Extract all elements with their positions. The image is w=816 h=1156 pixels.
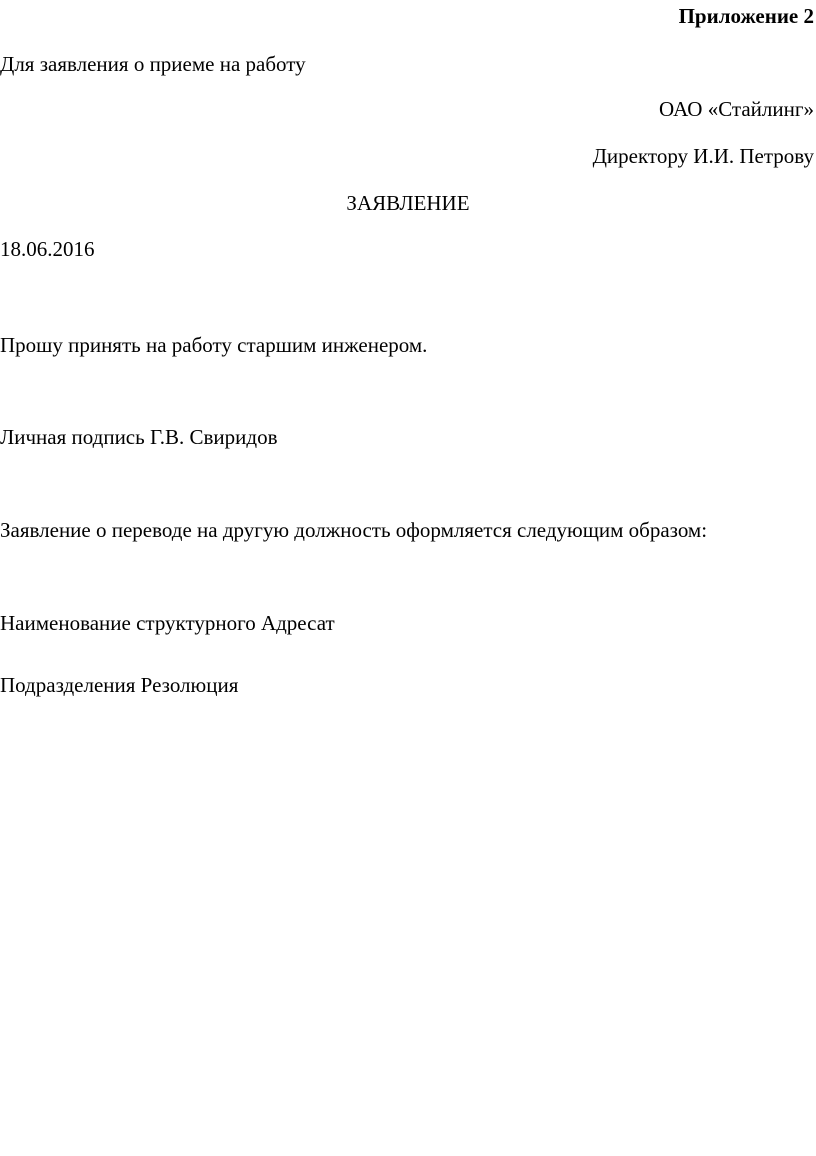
document-subtitle: Для заявления о приеме на работу [0, 52, 306, 76]
appendix-label: Приложение 2 [678, 4, 814, 28]
organization-name: ОАО «Стайлинг» [659, 97, 814, 121]
addressee: Директору И.И. Петрову [592, 144, 814, 168]
document-date: 18.06.2016 [0, 237, 95, 261]
document-heading: ЗАЯВЛЕНИЕ [346, 191, 470, 215]
signature-line: Личная подпись Г.В. Свиридов [0, 425, 278, 449]
request-text: Прошу принять на работу старшим инженером. [0, 333, 428, 357]
transfer-intro: Заявление о переводе на другую должность оформляется следующим образом: [0, 518, 708, 542]
field-line-2: Подразделения Резолюция [0, 673, 239, 697]
field-line-1: Наименование структурного Адресат [0, 611, 335, 635]
